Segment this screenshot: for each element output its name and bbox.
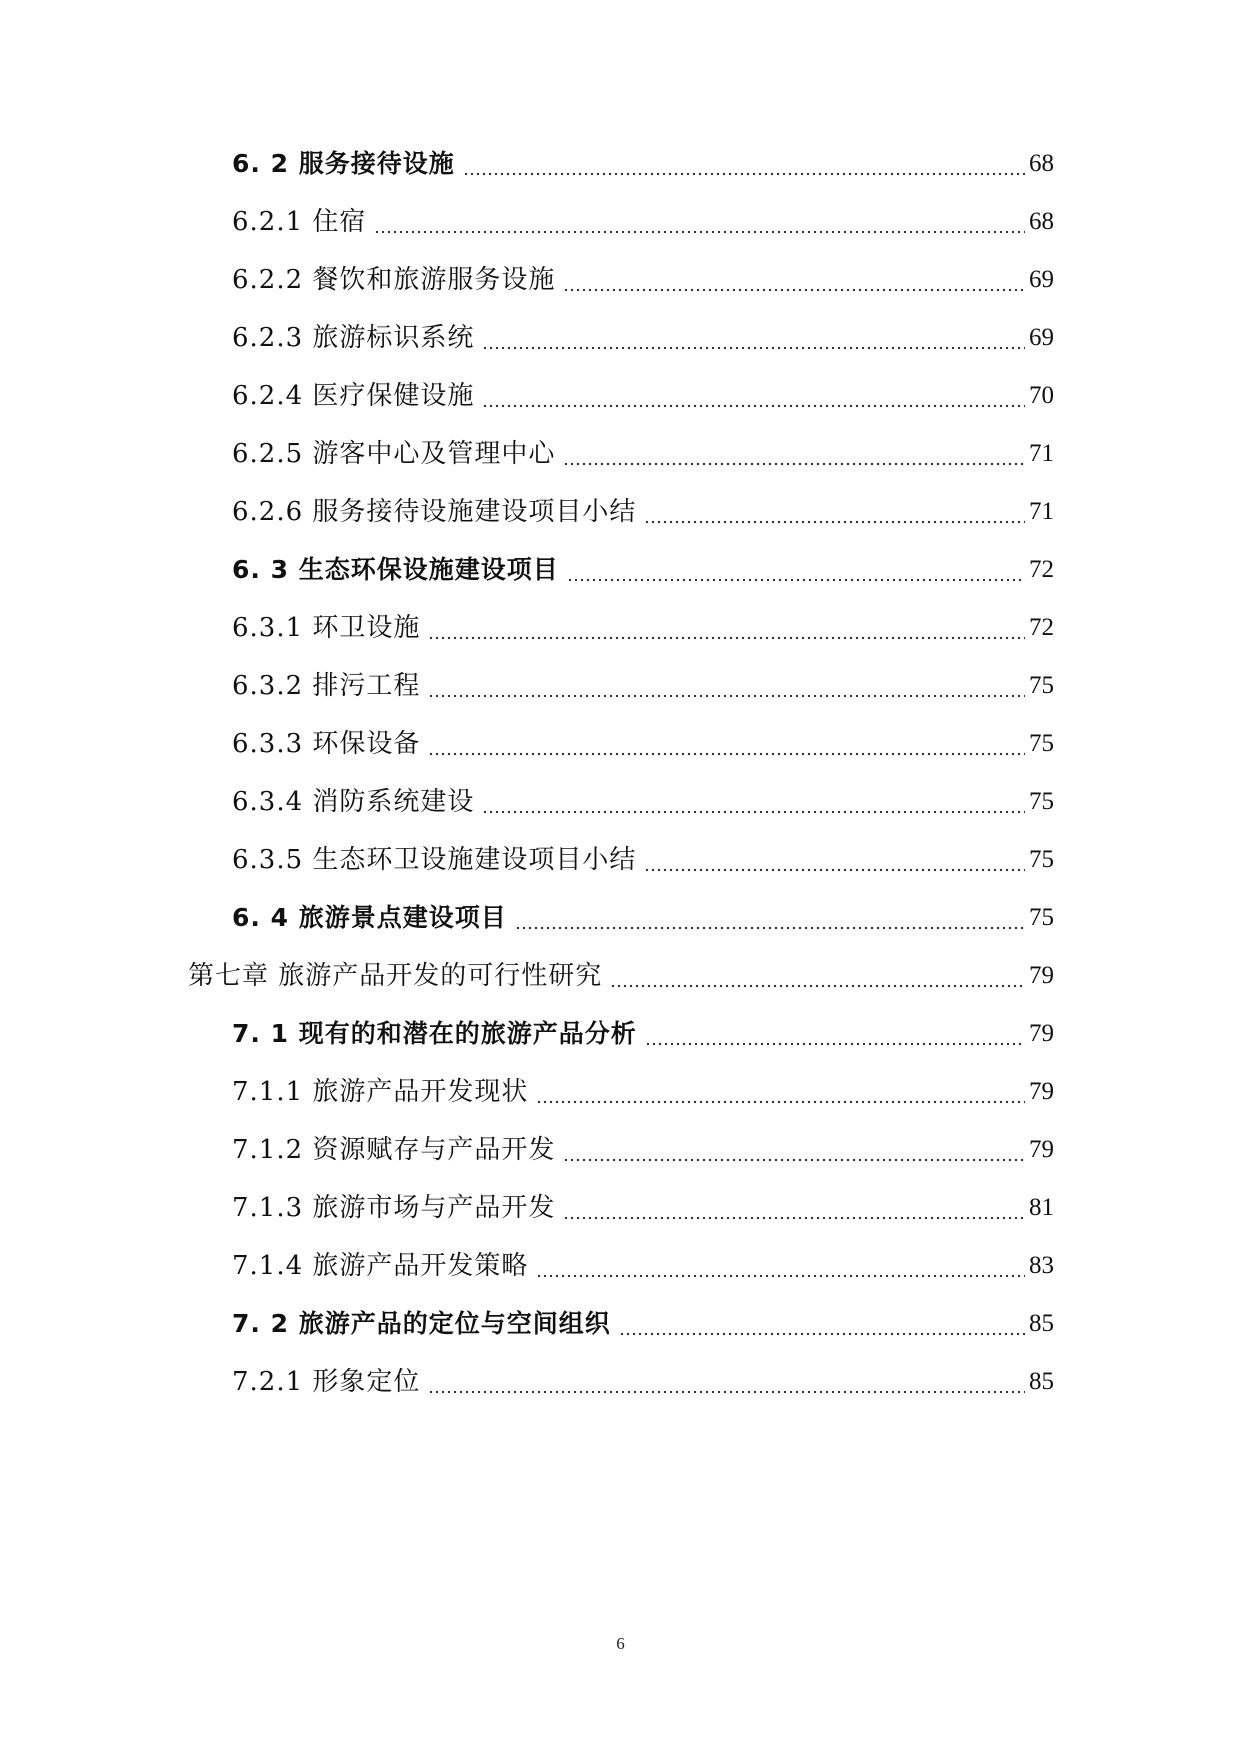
toc-dot-leader: [428, 666, 1025, 706]
toc-entry-page: 72: [1029, 556, 1054, 583]
toc-entry-title: 第七章 旅游产品开发的可行性研究: [188, 961, 603, 991]
toc-dot-leader: [563, 1130, 1025, 1170]
toc-entry[interactable]: [232, 666, 1054, 706]
toc-entry[interactable]: [232, 1014, 1054, 1054]
toc-dot-leader: [563, 1188, 1025, 1228]
toc-entry[interactable]: [232, 1246, 1054, 1286]
toc-entry[interactable]: [232, 608, 1054, 648]
toc-entry-title: 6.3.3 环保设备: [232, 729, 421, 759]
toc-dot-leader: [482, 376, 1025, 416]
toc-dot-leader: [610, 956, 1025, 996]
toc-dot-leader: [482, 782, 1025, 822]
toc-entry-page: 85: [1029, 1368, 1054, 1395]
toc-chapter-entry[interactable]: [188, 956, 1054, 996]
toc-entry-page: 75: [1029, 730, 1054, 757]
toc-entry-title: 6.2.2 餐饮和旅游服务设施: [232, 265, 556, 295]
toc-entry[interactable]: [232, 492, 1054, 532]
toc-entry-page: 79: [1029, 1078, 1054, 1105]
toc-entry[interactable]: [232, 144, 1054, 184]
toc-entry-title: 6. 2 服务接待设施: [232, 149, 455, 178]
toc-entry[interactable]: [232, 202, 1054, 242]
toc-entry-page: 72: [1029, 614, 1054, 641]
toc-entry-page: 79: [1029, 962, 1054, 989]
toc-entry[interactable]: [232, 1072, 1054, 1112]
toc-entry-title: 7.1.2 资源赋存与产品开发: [232, 1135, 556, 1165]
toc-entry[interactable]: [232, 1130, 1054, 1170]
toc-entry-title: 6.2.1 住宿: [232, 207, 367, 237]
toc-entry-title: 6.3.5 生态环卫设施建设项目小结: [232, 845, 637, 875]
toc-entry-title: 7.1.4 旅游产品开发策略: [232, 1251, 529, 1281]
toc-entry[interactable]: [232, 434, 1054, 474]
toc-entry-page: 75: [1029, 672, 1054, 699]
toc-entry-title: 6.3.1 环卫设施: [232, 613, 421, 643]
toc-entry[interactable]: [232, 318, 1054, 358]
toc-entry-title: 6. 4 旅游景点建设项目: [232, 903, 507, 932]
toc-entry-title: 6. 3 生态环保设施建设项目: [232, 555, 559, 584]
toc-entry[interactable]: [232, 1304, 1054, 1344]
toc-entry[interactable]: [232, 782, 1054, 822]
toc-entry-title: 7. 1 现有的和潜在的旅游产品分析: [232, 1019, 637, 1048]
toc-dot-leader: [644, 492, 1025, 532]
toc-entry[interactable]: [232, 898, 1054, 938]
toc-dot-leader: [374, 202, 1025, 242]
toc-entry-title: 6.3.2 排污工程: [232, 671, 421, 701]
toc-entry-page: 81: [1029, 1194, 1054, 1221]
toc-entry-page: 79: [1029, 1020, 1054, 1047]
toc-entry-title: 6.2.3 旅游标识系统: [232, 323, 475, 353]
toc-dot-leader: [463, 144, 1025, 184]
toc-entry[interactable]: [232, 550, 1054, 590]
toc-entry-page: 85: [1029, 1310, 1054, 1337]
toc-entry[interactable]: [232, 1362, 1054, 1402]
toc-entry-title: 6.2.5 游客中心及管理中心: [232, 439, 556, 469]
toc-dot-leader: [536, 1072, 1025, 1112]
toc-entry-page: 69: [1029, 266, 1054, 293]
toc-dot-leader: [482, 318, 1025, 358]
toc-entry-title: 7.2.1 形象定位: [232, 1367, 421, 1397]
toc-dot-leader: [619, 1304, 1025, 1344]
toc-entry-page: 68: [1029, 208, 1054, 235]
toc-entry-title: 6.3.4 消防系统建设: [232, 787, 475, 817]
toc-entry[interactable]: [232, 724, 1054, 764]
toc-entry-page: 71: [1029, 498, 1054, 525]
toc-entry[interactable]: [232, 260, 1054, 300]
toc-entry-page: 75: [1029, 846, 1054, 873]
toc-entry-title: 6.2.4 医疗保健设施: [232, 381, 475, 411]
toc-entry-page: 75: [1029, 788, 1054, 815]
toc-entry[interactable]: [232, 1188, 1054, 1228]
toc-dot-leader: [536, 1246, 1025, 1286]
toc-entry-title: 7.1.3 旅游市场与产品开发: [232, 1193, 556, 1223]
toc-dot-leader: [515, 898, 1025, 938]
toc-entry-title: 6.2.6 服务接待设施建设项目小结: [232, 497, 637, 527]
toc-entry-page: 79: [1029, 1136, 1054, 1163]
toc-entry-title: 7.1.1 旅游产品开发现状: [232, 1077, 529, 1107]
toc-entry[interactable]: [232, 376, 1054, 416]
toc-entry-page: 75: [1029, 904, 1054, 931]
toc-dot-leader: [428, 608, 1025, 648]
page-number: 6: [616, 1634, 625, 1653]
toc-entry-page: 68: [1029, 150, 1054, 177]
toc-dot-leader: [563, 434, 1025, 474]
toc-entry[interactable]: [232, 840, 1054, 880]
toc-dot-leader: [428, 1362, 1025, 1402]
toc-dot-leader: [428, 724, 1025, 764]
toc-entry-page: 70: [1029, 382, 1054, 409]
toc-entry-page: 71: [1029, 440, 1054, 467]
toc-entry-title: 7. 2 旅游产品的定位与空间组织: [232, 1309, 611, 1338]
toc-entry-page: 83: [1029, 1252, 1054, 1279]
toc-dot-leader: [567, 550, 1025, 590]
toc-dot-leader: [644, 840, 1025, 880]
toc-entry-page: 69: [1029, 324, 1054, 351]
toc-dot-leader: [645, 1014, 1025, 1054]
toc-dot-leader: [563, 260, 1025, 300]
